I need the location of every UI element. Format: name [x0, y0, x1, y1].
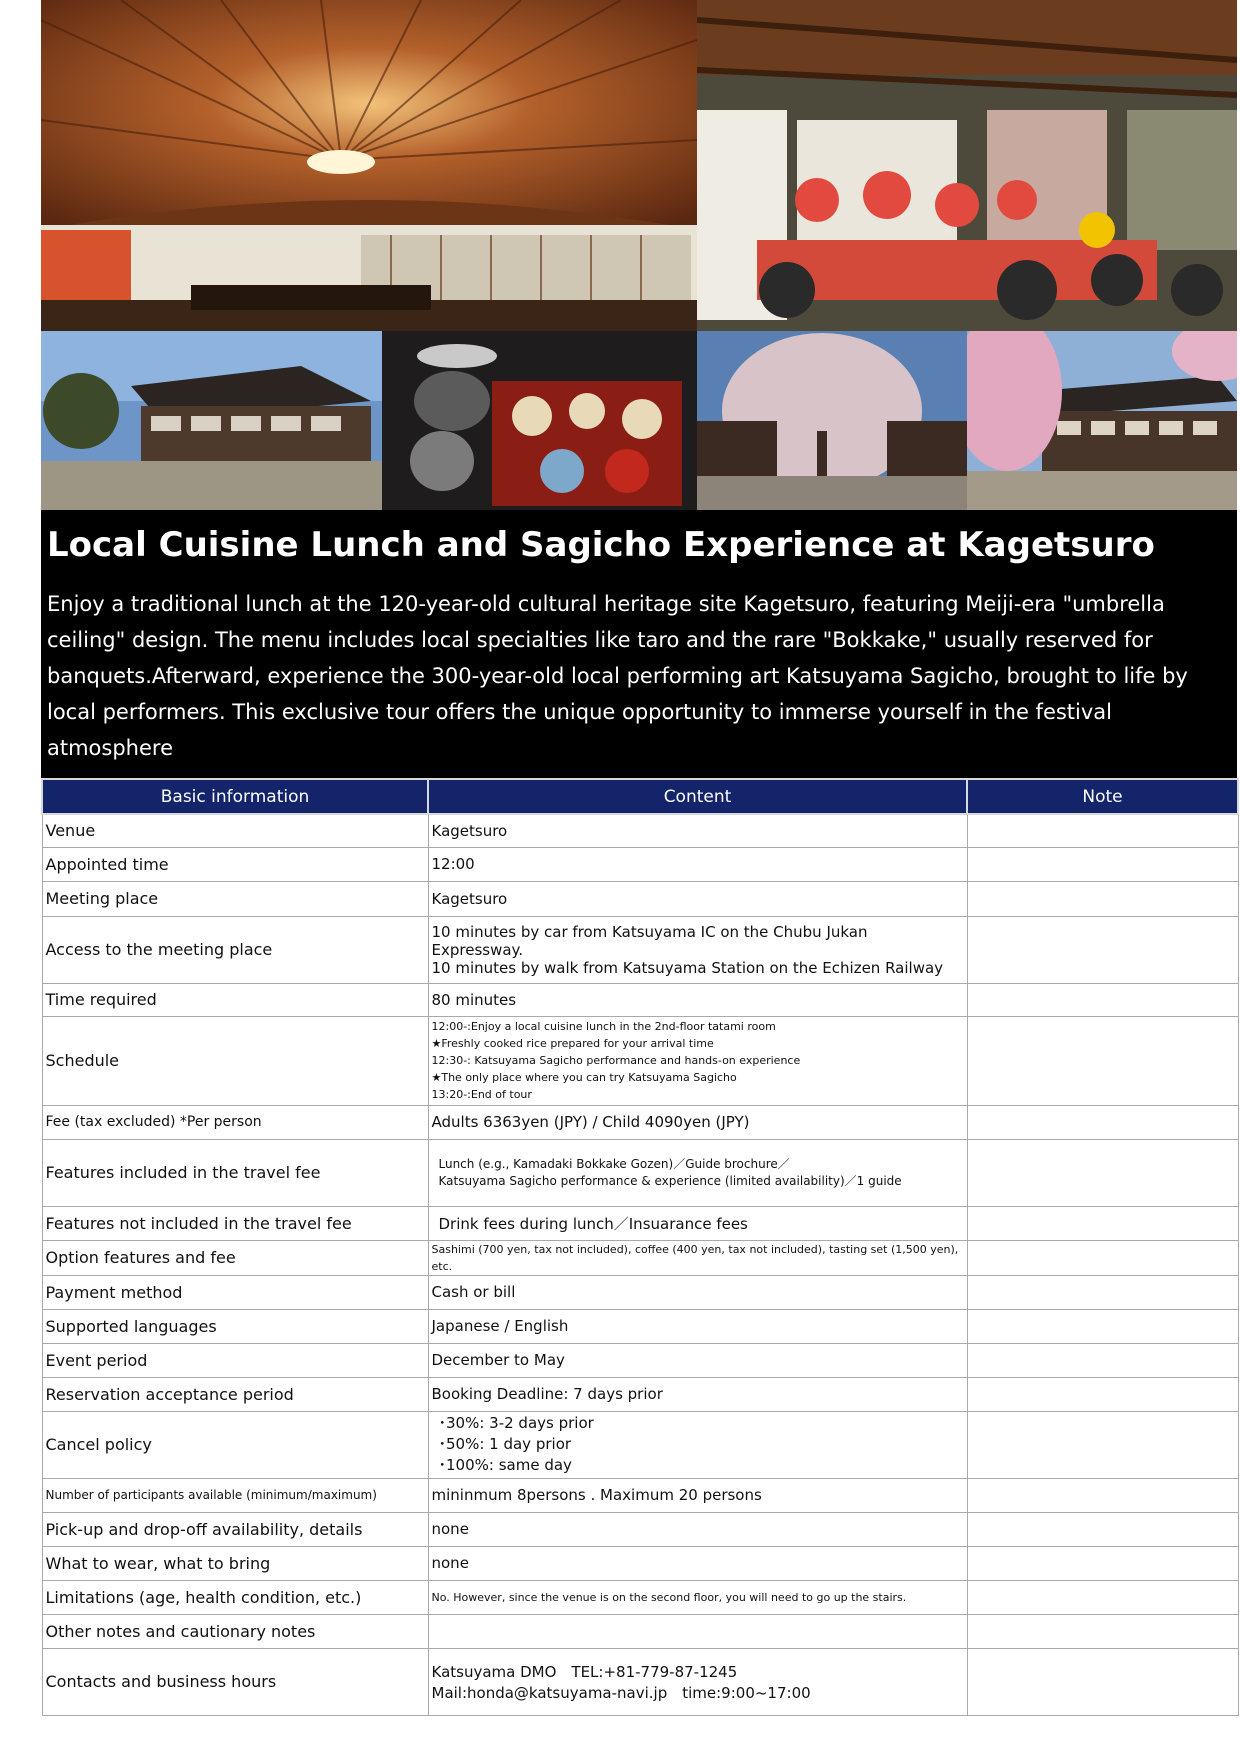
row-content: Drink fees during lunch／Insuarance fees — [428, 1206, 967, 1240]
row-label: Reservation acceptance period — [42, 1377, 428, 1411]
table-row — [42, 1139, 1238, 1206]
tour-sheet — [41, 0, 1237, 1716]
photo-umbrella-ceiling — [41, 0, 697, 331]
row-note — [967, 983, 1238, 1016]
table-row — [42, 1614, 1238, 1648]
row-note — [967, 1206, 1238, 1240]
row-note — [967, 1614, 1238, 1648]
row-label: Venue — [42, 814, 428, 847]
row-content: Sashimi (700 yen, tax not included), coffee (400 yen, tax not included), tasting set (1,500 yen), etc. — [428, 1240, 967, 1275]
row-label: Contacts and business hours — [42, 1648, 428, 1715]
row-note — [967, 1580, 1238, 1614]
row-note — [967, 1546, 1238, 1580]
row-label: Payment method — [42, 1275, 428, 1309]
row-content: none — [428, 1512, 967, 1546]
row-label: What to wear, what to bring — [42, 1546, 428, 1580]
page-title: Local Cuisine Lunch and Sagicho Experience at Kagetsuro — [47, 525, 1155, 565]
table-row — [42, 983, 1238, 1016]
row-label: Access to the meeting place — [42, 916, 428, 983]
table-row — [42, 1275, 1238, 1309]
table-row — [42, 1648, 1238, 1715]
row-note — [967, 1275, 1238, 1309]
row-label: Supported languages — [42, 1309, 428, 1343]
row-content: Adults 6363yen (JPY) / Child 4090yen (JPY) — [428, 1105, 967, 1139]
photo-local-cuisine — [382, 331, 697, 510]
table-row — [42, 1411, 1238, 1478]
row-note — [967, 847, 1238, 881]
row-note — [967, 881, 1238, 916]
row-label: Features included in the travel fee — [42, 1139, 428, 1206]
table-row — [42, 1478, 1238, 1512]
row-label: Meeting place — [42, 881, 428, 916]
row-note — [967, 1648, 1238, 1715]
row-content: Katsuyama DMO TEL:+81-779-87-1245 Mail:honda@katsuyama-navi.jp time:9:00~17:00 — [428, 1648, 967, 1715]
row-note — [967, 1016, 1238, 1105]
table-header-row — [42, 779, 1238, 814]
column-header-content: Content — [428, 779, 967, 814]
table-row — [42, 916, 1238, 983]
photo-collage — [41, 0, 1237, 510]
column-header-note: Note — [967, 779, 1238, 814]
table-row — [42, 1309, 1238, 1343]
row-content: none — [428, 1546, 967, 1580]
row-label: Cancel policy — [42, 1411, 428, 1478]
row-label: Schedule — [42, 1016, 428, 1105]
tour-description: Enjoy a traditional lunch at the 120-year-old cultural heritage site Kagetsuro, featuring Meiji-era "umbrella ceiling" design. The menu includes local specialties like taro and the rare "Bokkake," usually reserved for banquets.Afterward, experience the 300-year-old local performing art Katsuyama Sagicho, brought to life by local performers. This exclusive tour offers the unique opportunity to immerse yourself in the festival atmosphere — [47, 592, 1188, 760]
row-label: Appointed time — [42, 847, 428, 881]
column-header-basic-information: Basic information — [42, 779, 428, 814]
row-content: 10 minutes by car from Katsuyama IC on the Chubu Jukan Expressway. 10 minutes by walk from Katsuyama Station on the Echizen Railway — [428, 916, 967, 983]
row-note — [967, 1343, 1238, 1377]
row-content: Kagetsuro — [428, 881, 967, 916]
photo-weeping-cherry — [697, 331, 967, 510]
table-row — [42, 1546, 1238, 1580]
row-label: Other notes and cautionary notes — [42, 1614, 428, 1648]
info-table — [41, 778, 1239, 1716]
table-row — [42, 1580, 1238, 1614]
row-content: 12:00 — [428, 847, 967, 881]
row-content — [428, 1614, 967, 1648]
photo-cherry-blossom-building — [967, 331, 1237, 510]
table-row — [42, 1240, 1238, 1275]
row-content: Lunch (e.g., Kamadaki Bokkake Gozen)／Guide brochure／ Katsuyama Sagicho performance & experience (limited availability)／1 guide — [428, 1139, 967, 1206]
row-note — [967, 1512, 1238, 1546]
table-row — [42, 1105, 1238, 1139]
table-row — [42, 1016, 1238, 1105]
row-content: 80 minutes — [428, 983, 967, 1016]
row-label: Fee (tax excluded) *Per person — [42, 1105, 428, 1139]
row-note — [967, 1478, 1238, 1512]
table-row — [42, 1377, 1238, 1411]
row-content: No. However, since the venue is on the second floor, you will need to go up the stairs. — [428, 1580, 967, 1614]
table-row — [42, 814, 1238, 847]
row-note — [967, 814, 1238, 847]
table-row — [42, 1343, 1238, 1377]
row-content: Cash or bill — [428, 1275, 967, 1309]
row-content: ･30%: 3-2 days prior ･50%: 1 day prior ･100%: same day — [428, 1411, 967, 1478]
row-content: December to May — [428, 1343, 967, 1377]
row-note — [967, 1309, 1238, 1343]
photo-kagetsuro-exterior — [41, 331, 382, 510]
row-note — [967, 916, 1238, 983]
row-note — [967, 1139, 1238, 1206]
row-content: 12:00-:Enjoy a local cuisine lunch in the 2nd-floor tatami room ★Freshly cooked rice prepared for your arrival time 12:30-: Katsuyama Sagicho performance and hands-on experience ★The only place where you can try Katsuyama Sagicho 13:20-:End of tour — [428, 1016, 967, 1105]
row-note — [967, 1411, 1238, 1478]
row-content: Booking Deadline: 7 days prior — [428, 1377, 967, 1411]
title-banner — [41, 510, 1237, 778]
row-content: Japanese / English — [428, 1309, 967, 1343]
row-content: Kagetsuro — [428, 814, 967, 847]
row-label: Option features and fee — [42, 1240, 428, 1275]
row-label: Limitations (age, health condition, etc.) — [42, 1580, 428, 1614]
row-label: Time required — [42, 983, 428, 1016]
row-label: Number of participants available (minimum/maximum) — [42, 1478, 428, 1512]
table-row — [42, 1206, 1238, 1240]
table-row — [42, 1512, 1238, 1546]
table-row — [42, 881, 1238, 916]
row-note — [967, 1105, 1238, 1139]
row-note — [967, 1377, 1238, 1411]
photo-sagicho-performance — [697, 0, 1237, 331]
table-row — [42, 847, 1238, 881]
row-label: Pick-up and drop-off availability, details — [42, 1512, 428, 1546]
row-label: Event period — [42, 1343, 428, 1377]
row-content: mininmum 8persons . Maximum 20 persons — [428, 1478, 967, 1512]
row-note — [967, 1240, 1238, 1275]
row-label: Features not included in the travel fee — [42, 1206, 428, 1240]
